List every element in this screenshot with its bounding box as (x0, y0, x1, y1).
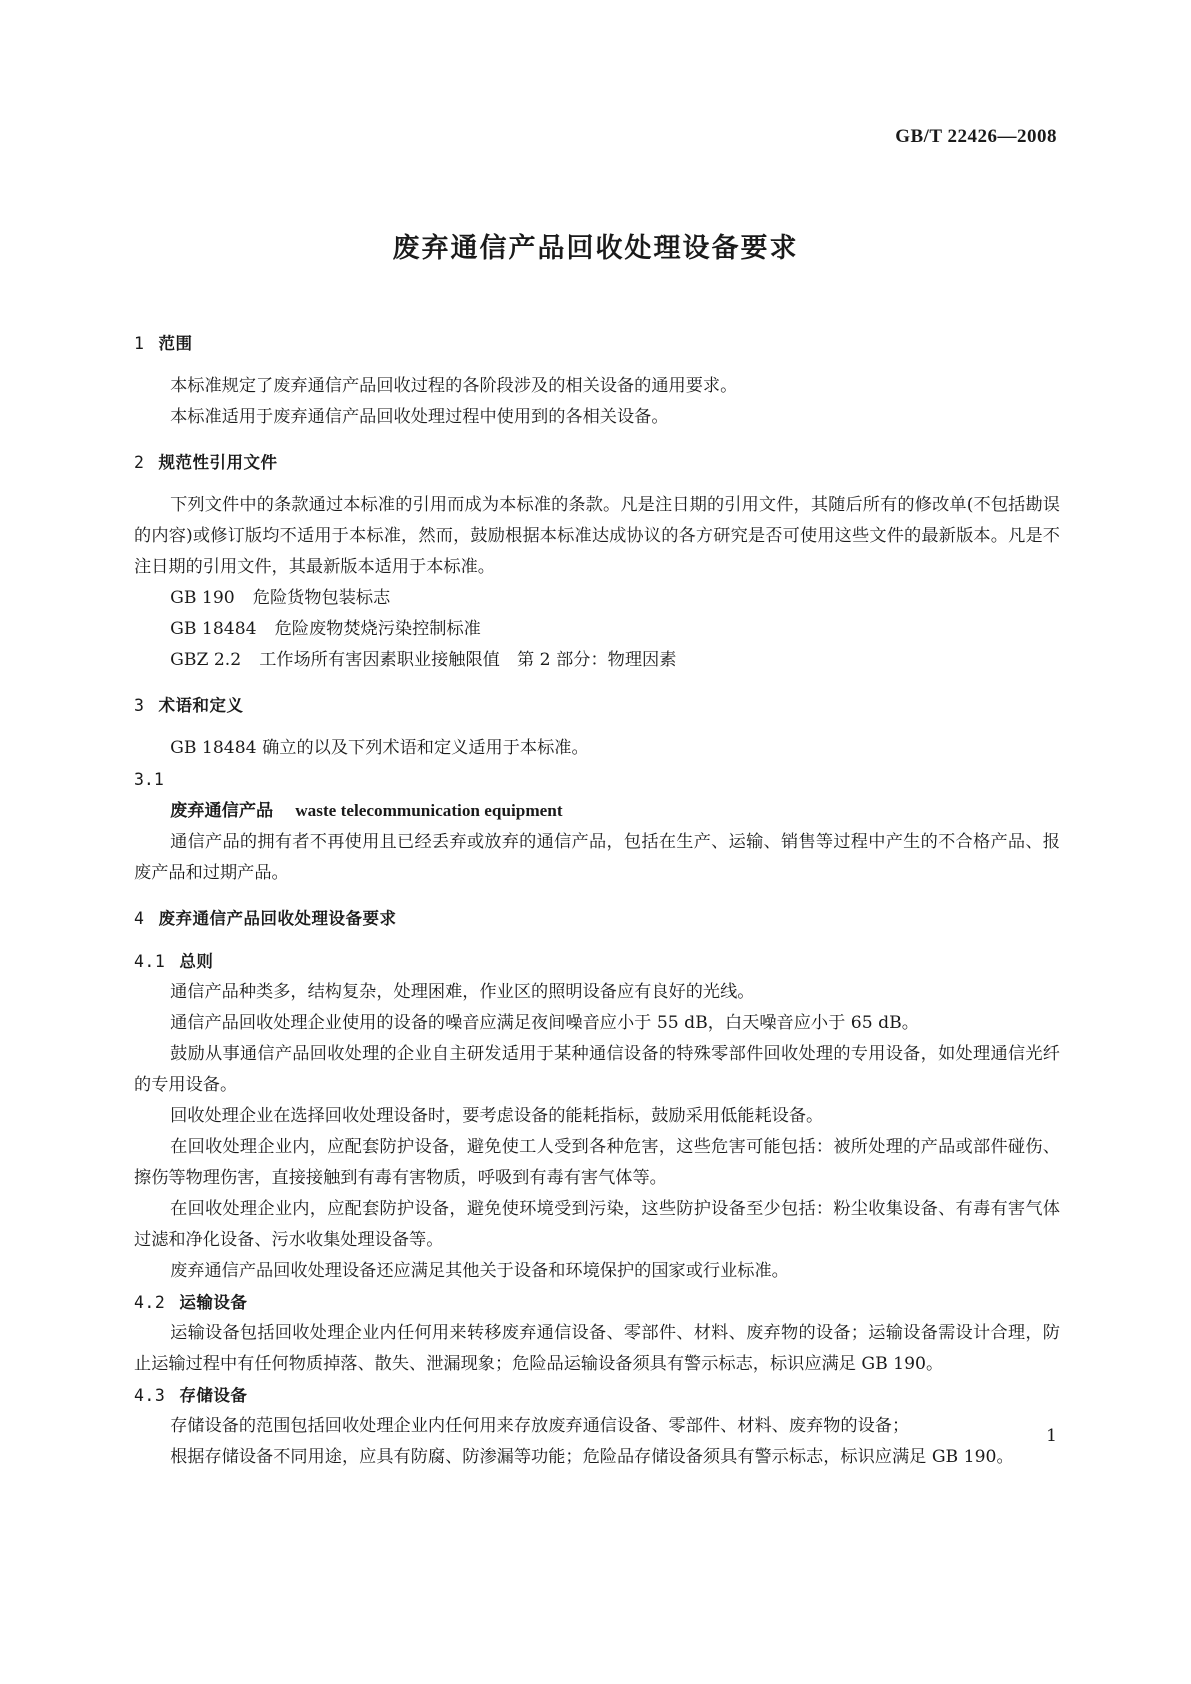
subsection-title: 总则 (179, 952, 214, 971)
reference-name: 危险货物包装标志 (252, 588, 391, 608)
paragraph: 运输设备包括回收处理企业内任何用来转移废弃通信设备、零部件、材料、废弃物的设备；运输设备需设计合理，防止运输过程中有任何物质掉落、散失、泄漏现象；危险品运输设备须具有警示标志，标识应满足 GB 190。 (134, 1323, 1060, 1374)
paragraph: 本标准规定了废弃通信产品回收过程的各阶段涉及的相关设备的通用要求。 (170, 376, 738, 396)
section-number: 2 (134, 453, 145, 472)
section-title: 废弃通信产品回收处理设备要求 (158, 909, 397, 928)
paragraph: 通信产品回收处理企业使用的设备的噪音应满足夜间噪音应小于 55 dB，白天噪音应小于 65 dB。 (170, 1013, 919, 1033)
reference-item (134, 645, 1060, 676)
standard-code: GB/T 22426—2008 (895, 126, 1057, 147)
document-body (134, 328, 1060, 1473)
term-definition: 通信产品的拥有者不再使用且已经丢弃或放弃的通信产品，包括在生产、运输、销售等过程中产生的不合格产品、报废产品和过期产品。 (134, 832, 1060, 883)
paragraph: 鼓励从事通信产品回收处理的企业自主研发适用于某种通信设备的特殊零部件回收处理的专用设备，如处理通信光纤的专用设备。 (134, 1044, 1060, 1095)
reference-item (134, 614, 1060, 645)
subsection-title: 存储设备 (179, 1386, 248, 1405)
subsection-number: 4.3 (134, 1386, 166, 1405)
reference-name: 工作场所有害因素职业接触限值 第 2 部分：物理因素 (259, 650, 677, 670)
term-number: 3.1 (134, 770, 164, 789)
term-english: waste telecommunication equipment (295, 801, 563, 820)
section-heading-equipment-requirements (134, 903, 1060, 934)
subsection-number: 4.1 (134, 952, 166, 971)
term-entry (134, 795, 1060, 827)
section-title: 范围 (158, 334, 193, 353)
subsection-heading-general (134, 946, 1060, 977)
paragraph: 废弃通信产品回收处理设备还应满足其他关于设备和环境保护的国家或行业标准。 (170, 1261, 789, 1281)
reference-code: GB 190 (170, 588, 235, 608)
reference-item (134, 583, 1060, 614)
subsection-heading-storage (134, 1380, 1060, 1411)
section-number: 4 (134, 909, 145, 928)
page-number: 1 (1046, 1426, 1057, 1446)
paragraph: 通信产品种类多，结构复杂，处理困难，作业区的照明设备应有良好的光线。 (170, 982, 755, 1002)
paragraph: 本标准适用于废弃通信产品回收处理过程中使用到的各相关设备。 (170, 407, 669, 427)
section-heading-terms-definitions (134, 690, 1060, 721)
document-title: 废弃通信产品回收处理设备要求 (392, 233, 799, 264)
term-chinese: 废弃通信产品 (170, 801, 274, 821)
reference-code: GB 18484 (170, 619, 257, 639)
section-number: 1 (134, 334, 145, 353)
reference-name: 危险废物焚烧污染控制标准 (274, 619, 481, 639)
section-number: 3 (134, 696, 145, 715)
reference-code: GBZ 2.2 (170, 650, 242, 670)
paragraph: 在回收处理企业内，应配套防护设备，避免使工人受到各种危害，这些危害可能包括：被所处理的产品或部件碰伤、擦伤等物理伤害，直接接触到有毒有害物质，呼吸到有毒有害气体等。 (134, 1137, 1060, 1188)
paragraph: 下列文件中的条款通过本标准的引用而成为本标准的条款。凡是注日期的引用文件，其随后所有的修改单(不包括勘误的内容)或修订版均不适用于本标准，然而，鼓励根据本标准达成协议的各方研究是否可使用这些文件的最新版本。凡是不注日期的引用文件，其最新版本适用于本标准。 (134, 495, 1060, 577)
paragraph: 存储设备的范围包括回收处理企业内任何用来存放废弃通信设备、零部件、材料、废弃物的设备； (170, 1416, 910, 1436)
section-title: 术语和定义 (158, 696, 244, 715)
section-title: 规范性引用文件 (158, 453, 278, 472)
subsection-number: 4.2 (134, 1293, 166, 1312)
paragraph: 回收处理企业在选择回收处理设备时，要考虑设备的能耗指标，鼓励采用低能耗设备。 (170, 1106, 824, 1126)
section-heading-normative-references (134, 447, 1060, 478)
section-heading-scope (134, 328, 1060, 359)
subsection-heading-transport (134, 1287, 1060, 1318)
paragraph: 根据存储设备不同用途，应具有防腐、防渗漏等功能；危险品存储设备须具有警示标志，标识应满足 GB 190。 (170, 1447, 1014, 1467)
paragraph: 在回收处理企业内，应配套防护设备，避免使环境受到污染，这些防护设备至少包括：粉尘收集设备、有毒有害气体过滤和净化设备、污水收集处理设备等。 (134, 1199, 1060, 1250)
paragraph: GB 18484 确立的以及下列术语和定义适用于本标准。 (170, 738, 589, 758)
subsection-title: 运输设备 (179, 1293, 248, 1312)
